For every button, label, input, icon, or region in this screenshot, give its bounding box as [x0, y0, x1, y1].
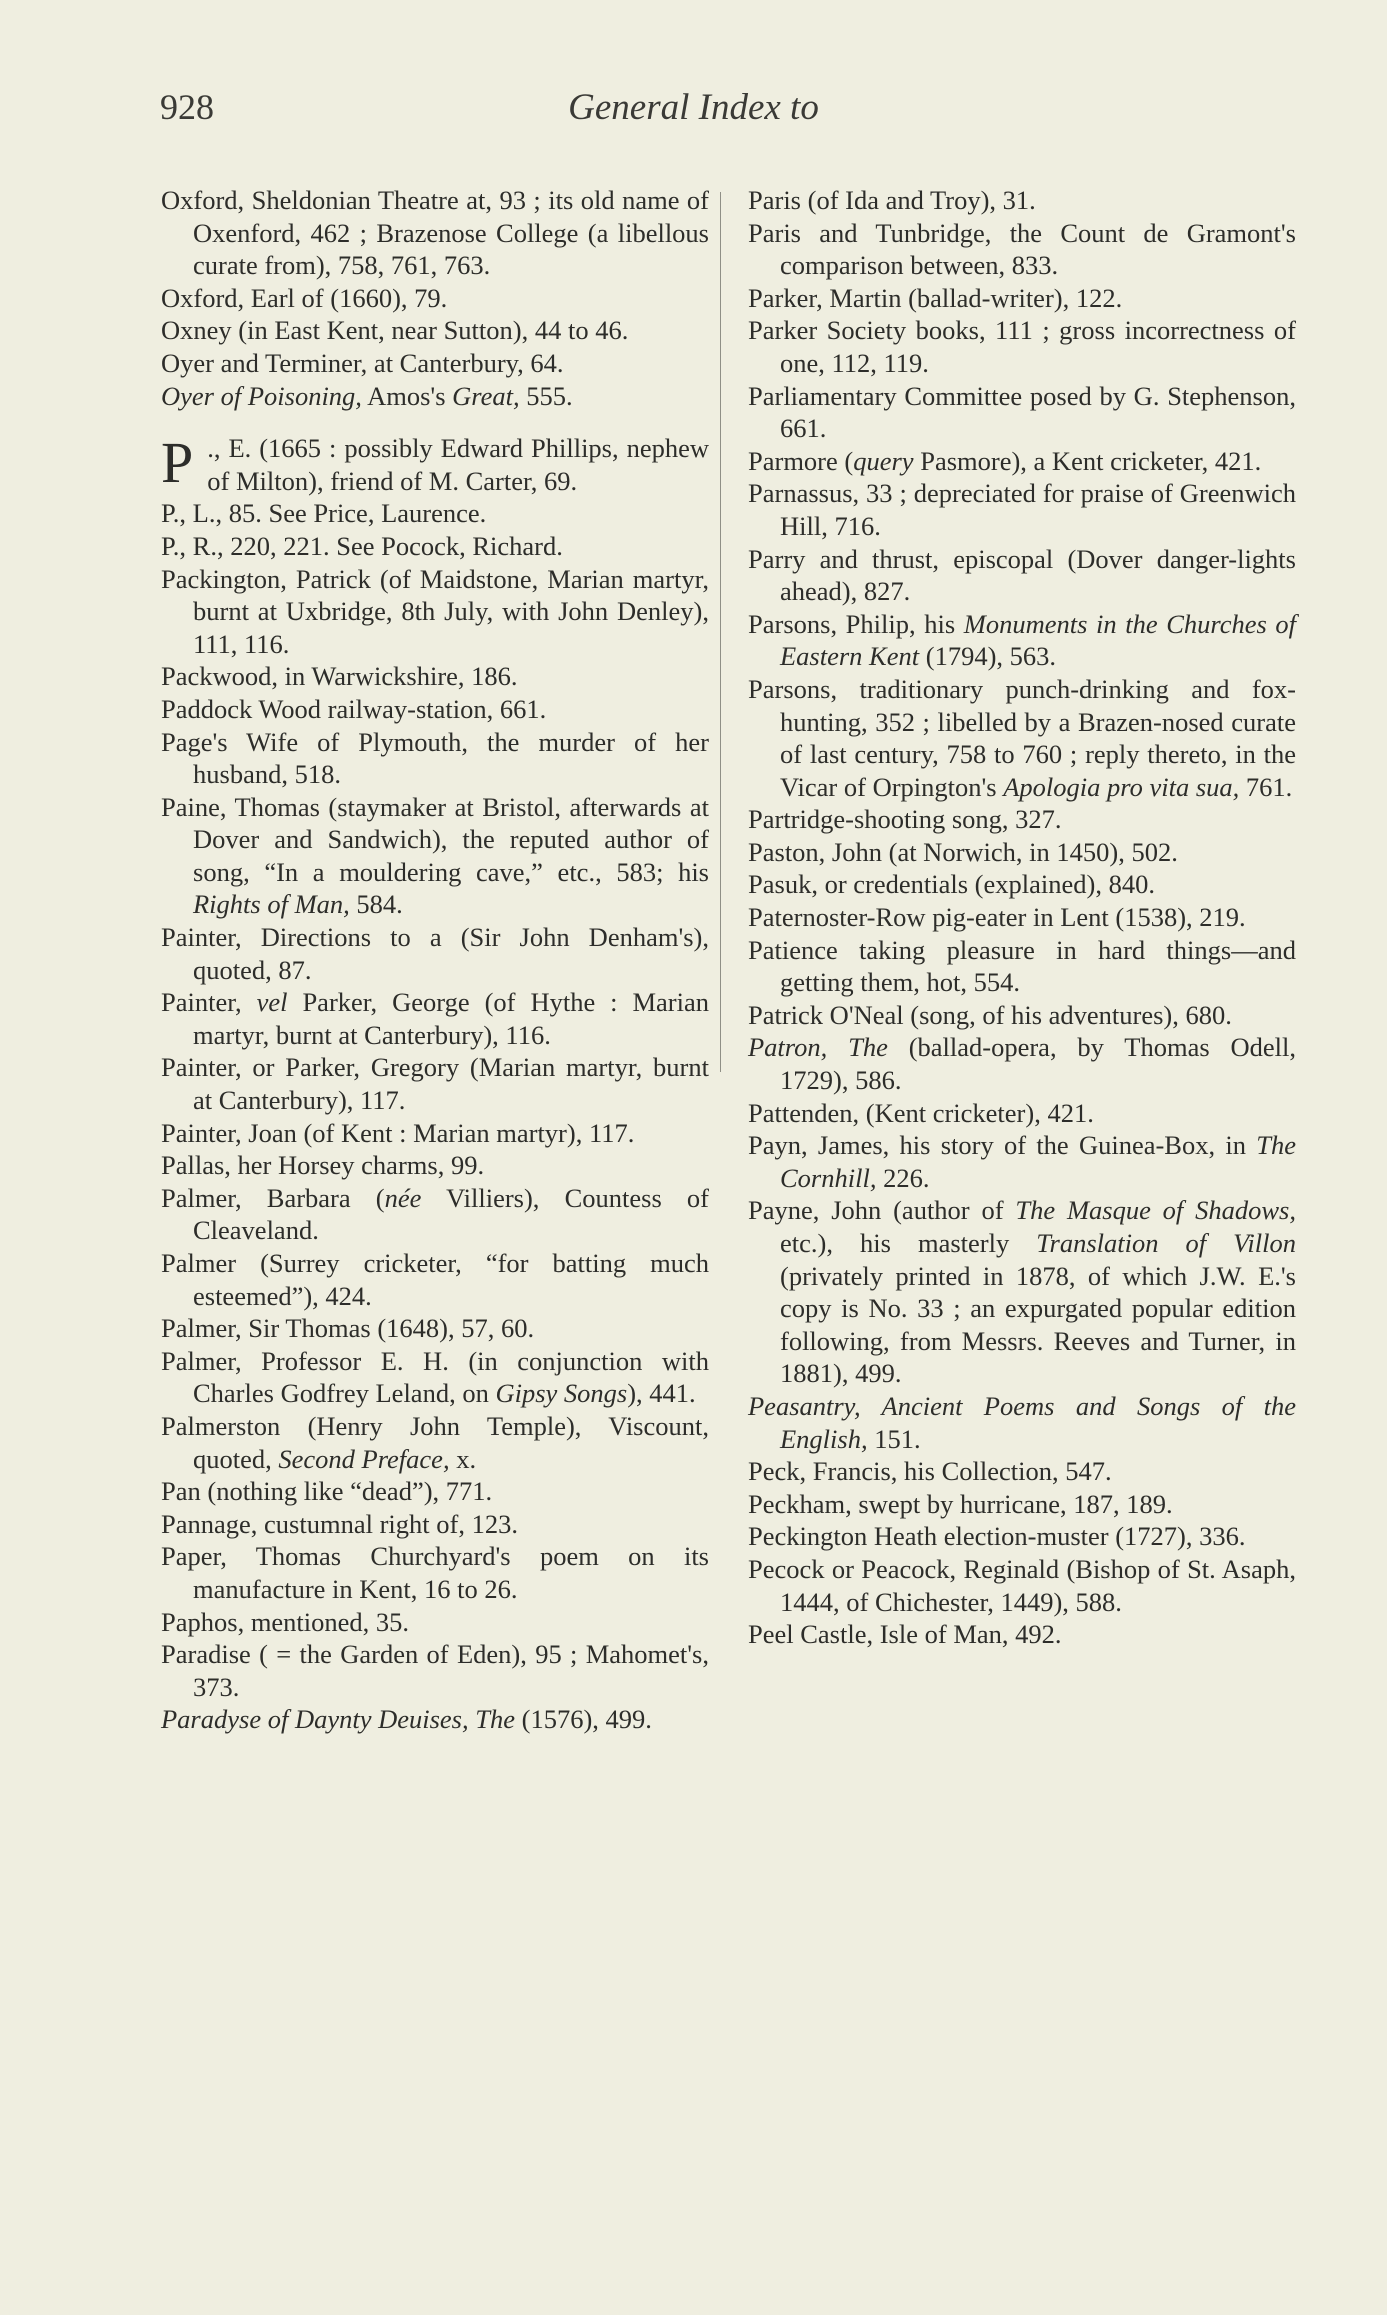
index-entry: Paternoster-Row pig-eater in Lent (1538), 219. — [748, 902, 1246, 933]
index-entry: Patience taking pleasure in hard things—and getting them, hot, 554. — [748, 934, 1296, 998]
index-entry: Payne, John (author of The Masque of Shadows, etc.), his masterly Translation of Villon (privately printed in 1878, of which J.W. E.'s copy is No. 33 ; an expurgated popular edition following, from Messrs. Reeves and Turner, in 1881), 499. — [748, 1195, 1296, 1389]
index-entry: Paston, John (at Norwich, in 1450), 502. — [748, 836, 1178, 867]
index-entry: Parmore (query Pasmore), a Kent cricketer, 421. — [748, 445, 1262, 476]
index-entry: Parker, Martin (ballad-writer), 122. — [748, 282, 1123, 313]
index-entry: Oxford, Earl of (1660), 79. — [161, 282, 448, 313]
index-entry: Pecock or Peacock, Reginald (Bishop of St. Asaph, 1444, of Chichester, 1449), 588. — [748, 1553, 1296, 1617]
index-entry: P., L., 85. See Price, Laurence. — [161, 498, 487, 529]
index-entry: Peckington Heath election-muster (1727), 336. — [748, 1521, 1246, 1552]
index-entry: Palmerston (Henry John Temple), Viscount, quoted, Second Preface, x. — [161, 1410, 709, 1474]
index-entry: Paine, Thomas (staymaker at Bristol, afterwards at Dover and Sandwich), the reputed author of song, “In a mouldering cave,” etc., 583; his Rights of Man, 584. — [161, 791, 709, 920]
index-entry: Paradise ( = the Garden of Eden), 95 ; Mahomet's, 373. — [161, 1639, 709, 1702]
index-entry: Painter, Directions to a (Sir John Denham's), quoted, 87. — [161, 922, 709, 985]
drop-cap: P — [161, 430, 194, 496]
index-entry: Peel Castle, Isle of Man, 492. — [748, 1619, 1062, 1650]
index-entry: Painter, vel Parker, George (of Hythe : Marian martyr, burnt at Canterbury), 116. — [161, 987, 709, 1050]
index-entry: Patron, The (ballad-opera, by Thomas Odell, 1729), 586. — [748, 1032, 1296, 1096]
index-entry: Partridge-shooting song, 327. — [748, 804, 1062, 835]
index-entry: Parliamentary Committee posed by G. Stephenson, 661. — [748, 380, 1296, 444]
index-entry: Palmer (Surrey cricketer, “for batting much esteemed”), 424. — [161, 1248, 709, 1311]
index-entry-p-section: P ., E. (1665 : possibly Edward Phillips, nephew of Milton), friend of M. Carter, 69. — [161, 430, 709, 496]
index-entry: Payn, James, his story of the Guinea-Box, in The Cornhill, 226. — [748, 1130, 1296, 1193]
index-entry: Palmer, Barbara (née Villiers), Countess of Cleaveland. — [161, 1182, 709, 1246]
index-entry: Painter, or Parker, Gregory (Marian martyr, burnt at Canterbury), 117. — [161, 1052, 709, 1116]
left-column — [161, 184, 709, 1736]
index-entry: Parsons, traditionary punch-drinking and fox-hunting, 352 ; libelled by a Brazen-nosed curate of last century, 758 to 760 ; reply thereto, in the Vicar of Orpington's Apologia pro vita sua, 761. — [748, 673, 1296, 802]
index-entry: Pattenden, (Kent cricketer), 421. — [748, 1097, 1094, 1128]
index-entry: Peck, Francis, his Collection, 547. — [748, 1456, 1112, 1487]
column-divider — [720, 192, 721, 1072]
index-entry: Peckham, swept by hurricane, 187, 189. — [748, 1488, 1173, 1519]
index-entry: Parry and thrust, episcopal (Dover danger-lights ahead), 827. — [748, 543, 1296, 607]
index-entry: Pallas, her Horsey charms, 99. — [161, 1150, 485, 1181]
index-entry: P., R., 220, 221. See Pocock, Richard. — [161, 530, 563, 561]
index-entry: Oyer of Poisoning, Amos's Great, 555. — [161, 380, 573, 411]
index-entry: Page's Wife of Plymouth, the murder of her husband, 518. — [161, 726, 709, 790]
index-entry: Peasantry, Ancient Poems and Songs of the English, 151. — [748, 1390, 1296, 1454]
index-entry: Paddock Wood railway-station, 661. — [161, 693, 547, 724]
index-entry: Paradyse of Daynty Deuises, The (1576), 499. — [161, 1704, 652, 1735]
page-number: 928 — [160, 87, 214, 127]
index-entry: Packington, Patrick (of Maidstone, Marian martyr, burnt at Uxbridge, 8th July, with John Denley), 111, 116. — [161, 563, 709, 659]
index-entry: Oxford, Sheldonian Theatre at, 93 ; its old name of Oxenford, 462 ; Brazenose College (a libellous curate from), 758, 761, 763. — [161, 185, 709, 281]
index-entry: Paris (of Ida and Troy), 31. — [748, 185, 1036, 215]
index-entry: Pasuk, or credentials (explained), 840. — [748, 869, 1155, 900]
index-entry: Parsons, Philip, his Monuments in the Churches of Eastern Kent (1794), 563. — [748, 608, 1297, 672]
index-entry: Parnassus, 33 ; depreciated for praise of Greenwich Hill, 716. — [748, 478, 1296, 541]
index-entry: Patrick O'Neal (song, of his adventures), 680. — [748, 999, 1232, 1030]
index-entry: Palmer, Professor E. H. (in conjunction with Charles Godfrey Leland, on Gipsy Songs), 441. — [161, 1345, 709, 1409]
right-column — [748, 184, 1296, 1651]
index-entry: Pan (nothing like “dead”), 771. — [161, 1476, 493, 1507]
index-entry: Parker Society books, 111 ; gross incorrectness of one, 112, 119. — [748, 315, 1296, 378]
index-entry: Paphos, mentioned, 35. — [161, 1606, 410, 1637]
index-entry: Palmer, Sir Thomas (1648), 57, 60. — [161, 1313, 535, 1344]
index-entry: Paper, Thomas Churchyard's poem on its manufacture in Kent, 16 to 26. — [161, 1541, 709, 1604]
index-entry: Oyer and Terminer, at Canterbury, 64. — [161, 347, 564, 378]
index-entry: Oxney (in East Kent, near Sutton), 44 to 46. — [161, 315, 629, 346]
index-entry: Packwood, in Warwickshire, 186. — [161, 661, 518, 692]
index-entry: Painter, Joan (of Kent : Marian martyr), 117. — [161, 1117, 635, 1148]
index-entry: Pannage, custumnal right of, 123. — [161, 1508, 518, 1539]
index-entry: Paris and Tunbridge, the Count de Gramont's comparison between, 833. — [748, 217, 1296, 281]
running-title: General Index to — [568, 87, 819, 128]
